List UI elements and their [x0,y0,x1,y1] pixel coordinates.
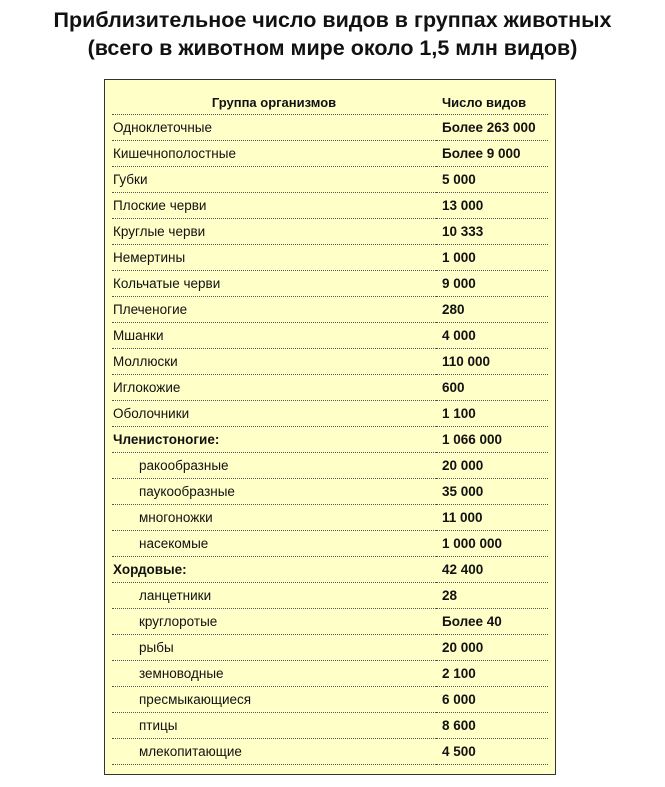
organism-group-name: Оболочники [112,401,436,427]
title-line-1: Приблизительное число видов в группах животных [53,8,612,32]
table-row [112,323,548,349]
organism-group-name: Кишечнополостные [112,141,436,167]
organism-group-name: Хордовые: [112,557,436,583]
table-row [112,115,548,141]
table-row [112,453,548,479]
table-row [112,193,548,219]
species-count: 20 000 [436,635,548,661]
species-count: 280 [436,297,548,323]
table-row [112,687,548,713]
organism-group-name: пресмыкающиеся [112,687,436,713]
species-count: 1 066 000 [436,427,548,453]
table-row [112,245,548,271]
table-body [112,115,548,765]
organism-group-name: ракообразные [112,453,436,479]
species-count: 1 100 [436,401,548,427]
organism-group-name: насекомые [112,531,436,557]
organism-group-name: рыбы [112,635,436,661]
species-count: Более 9 000 [436,141,548,167]
species-count: Более 263 000 [436,115,548,141]
organism-group-name: птицы [112,713,436,739]
organism-group-name: Моллюски [112,349,436,375]
species-count: 5 000 [436,167,548,193]
organism-group-name: Членистоногие: [112,427,436,453]
page-title [0,6,665,62]
table-row [112,375,548,401]
organism-group-name: Круглые черви [112,219,436,245]
table-row [112,167,548,193]
organism-group-name: Иглокожие [112,375,436,401]
table-row [112,713,548,739]
species-count: 6 000 [436,687,548,713]
species-count: 110 000 [436,349,548,375]
table-row [112,557,548,583]
species-count: 4 500 [436,739,548,765]
organism-group-name: Кольчатые черви [112,271,436,297]
species-count: 1 000 000 [436,531,548,557]
table-row [112,505,548,531]
species-count: 1 000 [436,245,548,271]
species-count: 13 000 [436,193,548,219]
table-header-row [112,91,548,115]
organism-group-name: Немертины [112,245,436,271]
species-count: 35 000 [436,479,548,505]
table-row [112,609,548,635]
organism-group-name: Одноклеточные [112,115,436,141]
species-count: 9 000 [436,271,548,297]
header-count: Число видов [436,91,548,115]
title-line-2: (всего в животном мире около 1,5 млн видов) [87,36,578,60]
species-table [112,91,548,765]
table-row [112,141,548,167]
organism-group-name: многоножки [112,505,436,531]
species-table-card [104,79,556,775]
organism-group-name: земноводные [112,661,436,687]
species-count: 10 333 [436,219,548,245]
species-count: 8 600 [436,713,548,739]
species-count: 600 [436,375,548,401]
organism-group-name: млекопитающие [112,739,436,765]
organism-group-name: Плеченогие [112,297,436,323]
table-row [112,219,548,245]
organism-group-name: ланцетники [112,583,436,609]
species-count: 28 [436,583,548,609]
organism-group-name: Плоские черви [112,193,436,219]
table-row [112,583,548,609]
species-count: 42 400 [436,557,548,583]
table-row [112,739,548,765]
header-group: Группа организмов [112,91,436,115]
species-count: 2 100 [436,661,548,687]
species-count: 20 000 [436,453,548,479]
table-row [112,531,548,557]
organism-group-name: паукообразные [112,479,436,505]
table-row [112,401,548,427]
species-count: 11 000 [436,505,548,531]
organism-group-name: круглоротые [112,609,436,635]
table-row [112,661,548,687]
organism-group-name: Мшанки [112,323,436,349]
table-row [112,427,548,453]
organism-group-name: Губки [112,167,436,193]
table-row [112,635,548,661]
table-row [112,349,548,375]
species-count: Более 40 [436,609,548,635]
species-count: 4 000 [436,323,548,349]
table-row [112,271,548,297]
table-row [112,297,548,323]
table-row [112,479,548,505]
